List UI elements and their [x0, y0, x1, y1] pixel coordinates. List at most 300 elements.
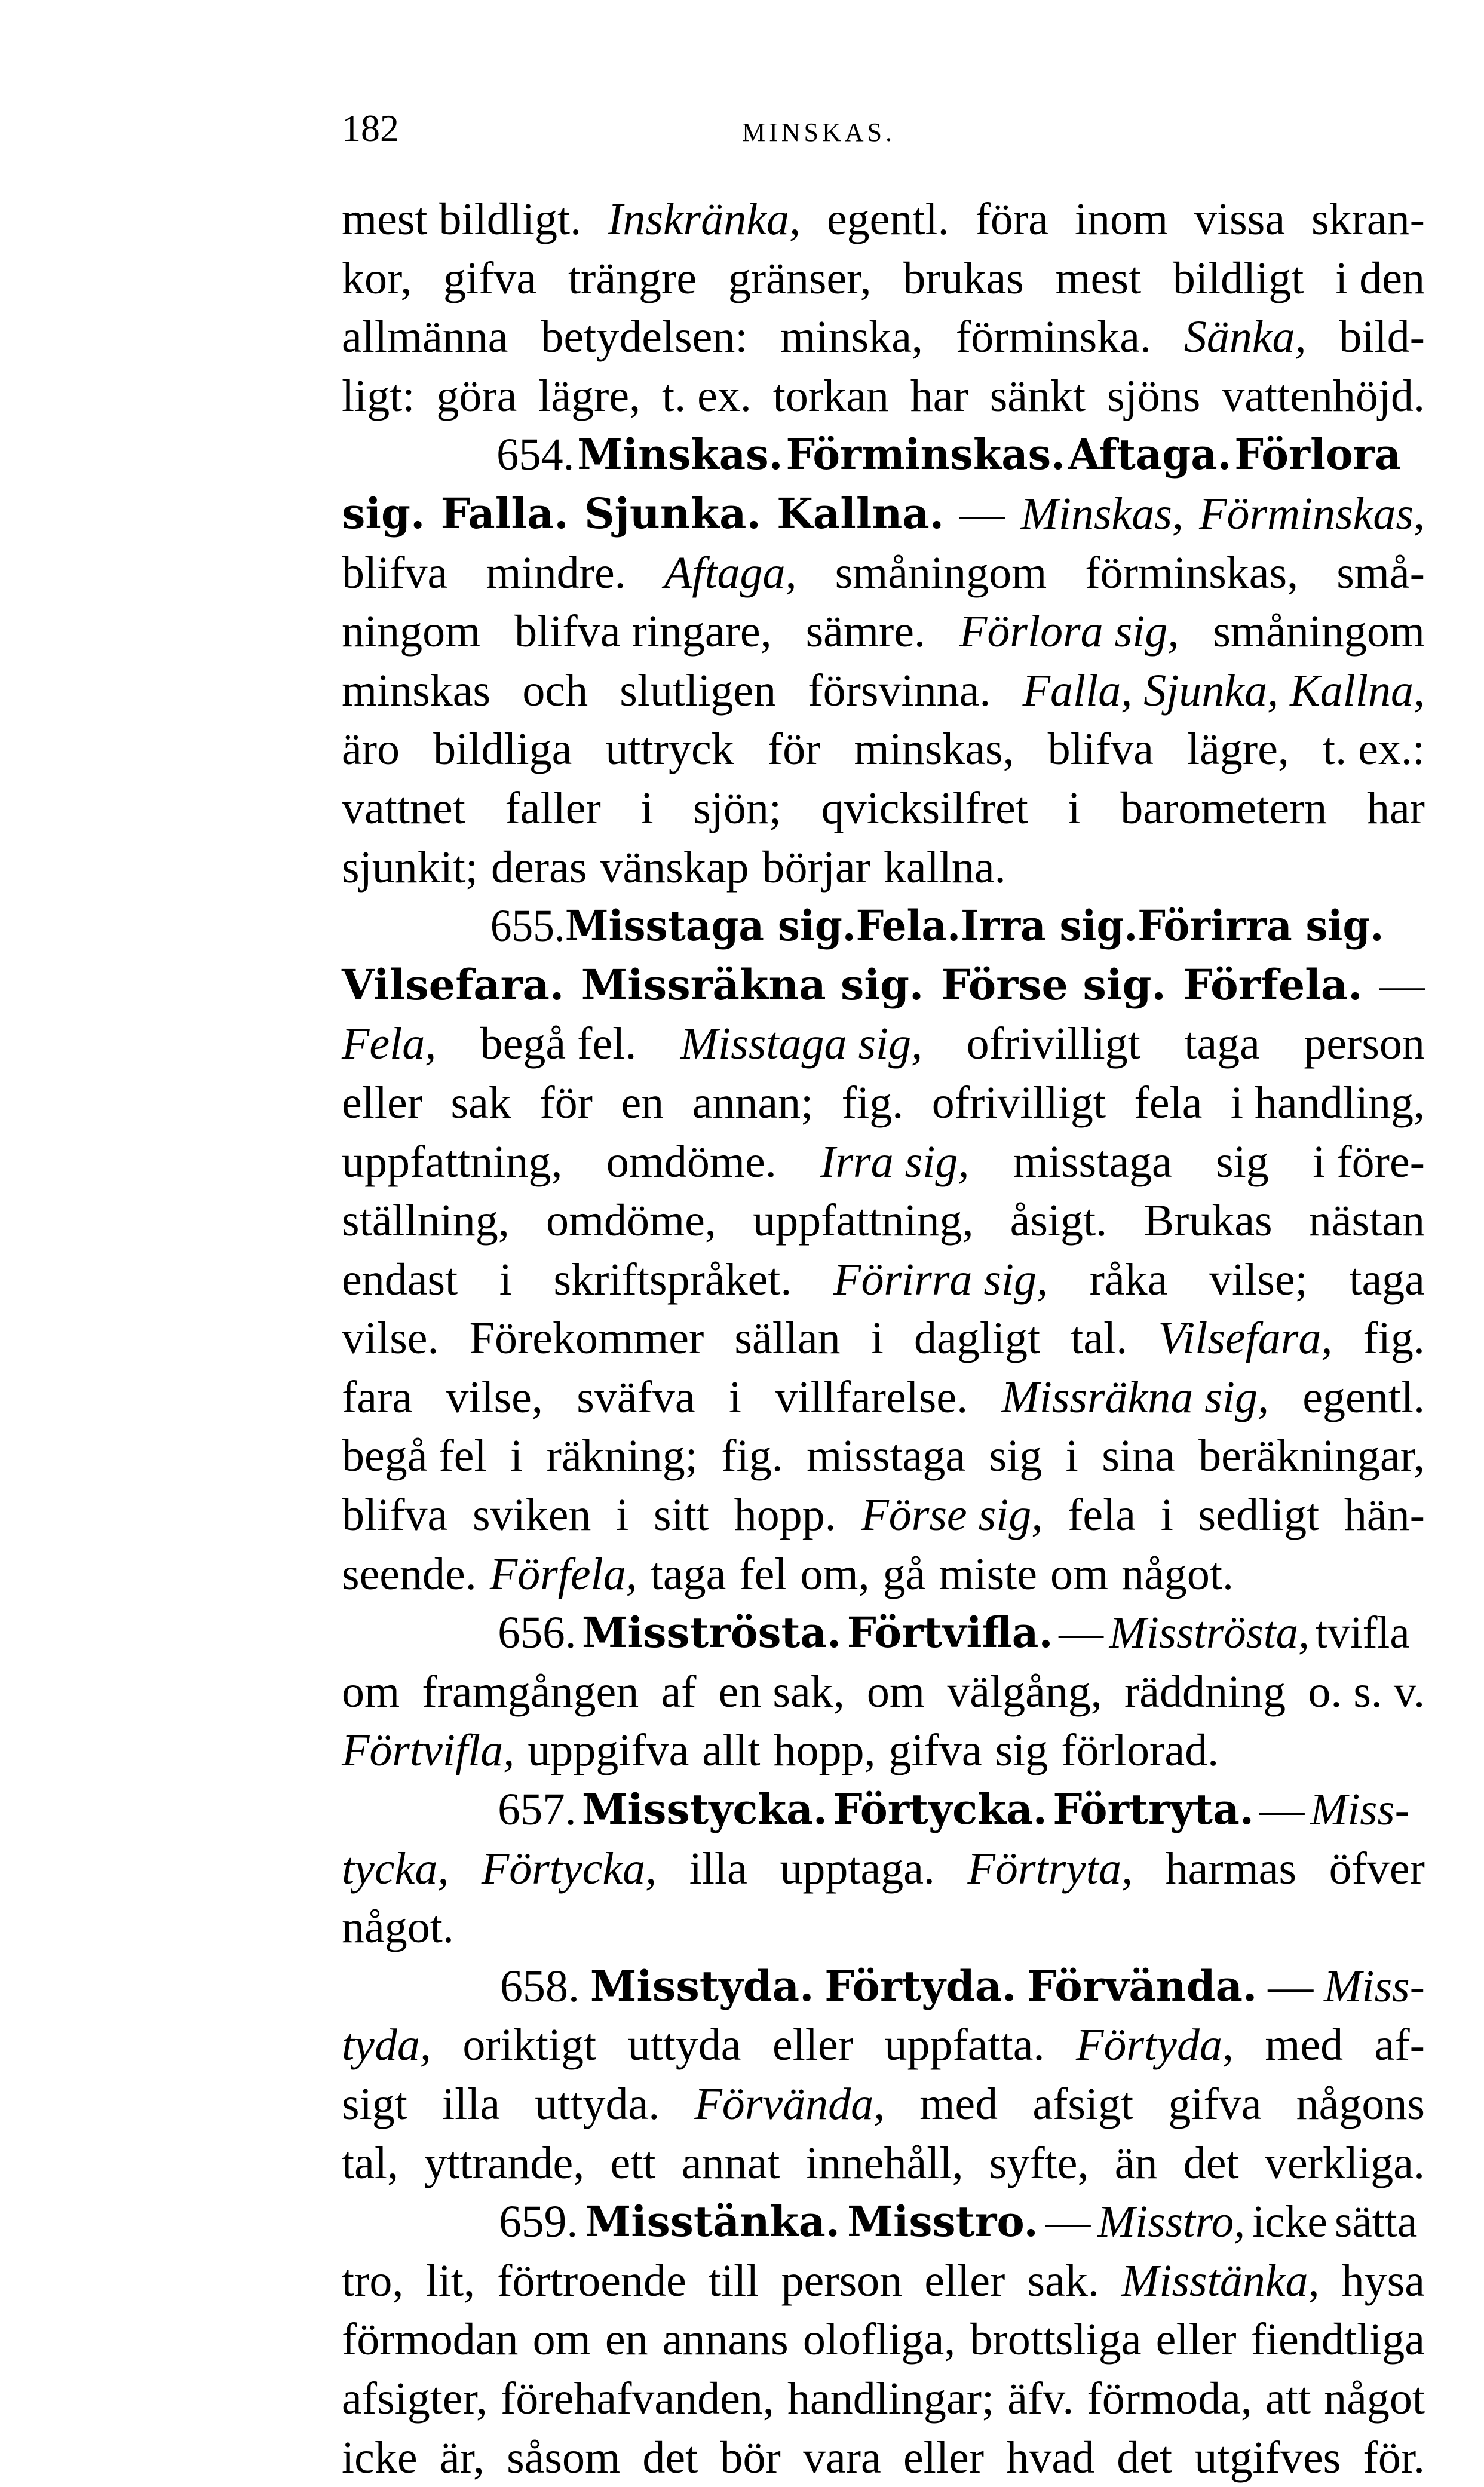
text-line	[342, 1250, 1425, 1310]
headword: Fela.	[856, 901, 961, 951]
text-segment: med	[919, 2079, 998, 2129]
text-segment: hysa	[1341, 2255, 1425, 2306]
text-segment: ofrivilligt	[966, 1019, 1140, 1069]
text-segment: småningom	[1213, 606, 1425, 657]
text-segment: verkliga.	[1264, 2138, 1425, 2188]
text-segment: förlorad.	[1061, 1725, 1219, 1776]
text-line	[342, 2134, 1425, 2193]
text-segment: hvad	[1006, 2432, 1095, 2483]
text-segment: fig.	[1363, 1313, 1425, 1364]
text-segment: utgifves	[1194, 2432, 1341, 2483]
text-segment: i	[1068, 783, 1081, 833]
text-segment: sina	[1102, 1431, 1175, 1482]
text-segment: fig.	[841, 1077, 904, 1128]
italic-term: Minskas,	[1020, 488, 1183, 539]
text-segment: omdöme,	[545, 1195, 716, 1246]
text-segment: räddning	[1124, 1666, 1286, 1717]
text-segment: t. ex.:	[1323, 724, 1425, 775]
text-segment: icke	[342, 2432, 418, 2483]
text-segment: har	[910, 370, 968, 421]
text-segment: om	[532, 2314, 591, 2365]
text-segment: sjunkit;	[342, 842, 479, 893]
italic-term: Sänka,	[1183, 312, 1307, 363]
text-segment: skran-	[1311, 194, 1425, 244]
text-segment: att	[1265, 2373, 1311, 2424]
text-segment: 659.	[499, 2197, 578, 2247]
text-segment: har	[1366, 783, 1425, 833]
text-segment: fig.	[721, 1431, 783, 1482]
text-segment: det	[1117, 2432, 1173, 2483]
text-segment: något.	[1121, 1548, 1234, 1599]
italic-term: Inskränka,	[608, 194, 801, 244]
text-segment: såsom	[507, 2432, 621, 2483]
text-segment: brottsliga	[970, 2314, 1142, 2365]
italic-term: tycka,	[342, 1843, 449, 1894]
page-header	[342, 106, 1425, 166]
italic-term: Missräkna sig,	[1001, 1372, 1269, 1422]
text-segment: taga	[1349, 1254, 1425, 1305]
text-segment: illa	[441, 2079, 501, 2129]
text-line	[342, 2016, 1425, 2075]
text-segment: syfte,	[989, 2138, 1089, 2188]
text-segment: föra	[975, 194, 1048, 244]
text-segment: t. ex.	[662, 370, 752, 421]
text-segment: —	[1268, 1961, 1314, 2011]
text-segment: mest	[1055, 253, 1142, 303]
headword: Minskas.	[577, 430, 783, 480]
text-segment: lägre,	[1187, 724, 1289, 775]
text-segment: slutligen	[620, 665, 777, 716]
text-segment: fela	[1134, 1077, 1203, 1128]
italic-term: Förvända,	[694, 2079, 885, 2129]
text-segment: torkan	[772, 370, 889, 421]
text-line	[342, 2252, 1425, 2311]
text-segment: omdöme.	[606, 1136, 777, 1187]
text-segment: sig	[995, 1725, 1048, 1776]
text-segment: fara	[342, 1372, 413, 1422]
headword: Förse sig.	[940, 959, 1166, 1010]
text-segment: —	[1059, 1608, 1104, 1658]
text-line	[342, 1368, 1425, 1427]
text-segment: beräkningar,	[1198, 1431, 1425, 1482]
text-segment: afsigter,	[342, 2373, 487, 2424]
text-line	[342, 544, 1425, 603]
headword: Förtyda.	[824, 1961, 1017, 2011]
text-segment: sig	[1216, 1136, 1269, 1187]
text-segment: småningom	[835, 547, 1047, 598]
text-segment: harmas	[1165, 1843, 1297, 1894]
text-segment: lägre,	[538, 370, 641, 421]
text-segment: icke	[1252, 2197, 1327, 2247]
headword: Falla.	[440, 488, 569, 538]
text-line	[342, 308, 1425, 367]
text-segment: barometern	[1120, 783, 1327, 833]
text-segment: gifva	[888, 1725, 982, 1776]
text-segment: äro	[342, 724, 400, 775]
text-segment: 656.	[498, 1608, 577, 1658]
text-segment: Brukas	[1143, 1195, 1273, 1246]
text-segment: eller	[903, 2432, 985, 2483]
italic-term: Misstro,	[1097, 2197, 1246, 2247]
text-segment: ningom	[342, 606, 481, 657]
text-line	[342, 779, 1425, 838]
text-segment: och	[522, 665, 588, 716]
text-segment: för.	[1363, 2432, 1425, 2483]
italic-term: Förfela,	[489, 1548, 637, 1599]
text-line	[342, 2428, 1425, 2487]
text-segment: vilse,	[446, 1372, 543, 1422]
text-segment: misstaga	[807, 1431, 966, 1482]
text-segment: sedligt	[1198, 1490, 1320, 1541]
text-segment: bör	[720, 2432, 781, 2483]
text-segment: någons	[1296, 2079, 1425, 2129]
text-line	[342, 1721, 1425, 1780]
text-line	[342, 1663, 1425, 1722]
headword: Misstaga sig.	[565, 901, 856, 951]
text-segment: uppfattning,	[342, 1136, 563, 1187]
text-segment: om	[342, 1666, 400, 1717]
text-segment: olofliga,	[802, 2314, 956, 2365]
italic-term: Misströsta,	[1109, 1608, 1310, 1658]
text-segment: sigt	[342, 2079, 407, 2129]
text-segment: i den	[1335, 253, 1425, 303]
text-segment: med	[1265, 2020, 1344, 2071]
text-segment: sak	[450, 1077, 511, 1128]
text-line	[342, 249, 1425, 308]
text-segment: sjön;	[693, 783, 782, 833]
text-segment: minska,	[780, 312, 923, 363]
italic-term: Misstaga sig,	[680, 1019, 923, 1069]
text-segment: 654.	[496, 430, 575, 480]
text-segment: bildliga	[433, 724, 572, 775]
headword: Förtycka.	[833, 1784, 1047, 1835]
text-segment: i	[870, 1313, 884, 1364]
headword: Förvända.	[1027, 1961, 1258, 2011]
text-segment: bildligt	[1172, 253, 1304, 303]
text-segment: minskas	[342, 665, 491, 716]
headword: Misstro.	[847, 2197, 1038, 2247]
text-segment: råka	[1089, 1254, 1168, 1305]
text-line	[342, 2192, 1417, 2252]
text-line	[342, 1957, 1425, 2016]
text-segment: mindre.	[486, 547, 626, 598]
headword: Förminskas.	[786, 430, 1066, 480]
text-segment: upptaga.	[780, 1843, 935, 1894]
text-segment: af-	[1374, 2020, 1425, 2071]
text-segment: i	[640, 783, 654, 833]
text-segment: ett	[610, 2138, 656, 2188]
text-segment: endast	[342, 1254, 458, 1305]
italic-term: Miss-	[1310, 1784, 1410, 1835]
text-segment: något	[1324, 2373, 1425, 2424]
text-segment: nästan	[1308, 1195, 1425, 1246]
text-segment: skriftspråket.	[553, 1254, 792, 1305]
text-segment: —	[1045, 2197, 1091, 2247]
text-segment: vilse;	[1209, 1254, 1308, 1305]
text-segment: blifva	[342, 1490, 448, 1541]
text-segment: börjar	[762, 842, 870, 893]
text-line	[342, 897, 1384, 956]
text-line	[342, 1486, 1425, 1545]
italic-term: Förlora sig,	[959, 606, 1179, 657]
text-segment: qvicksilfret	[821, 783, 1028, 833]
text-segment: gifva	[1168, 2079, 1262, 2129]
text-segment: fiendtliga	[1250, 2314, 1425, 2365]
text-segment: taga	[1184, 1019, 1260, 1069]
text-segment: egentl.	[1302, 1372, 1425, 1422]
text-segment: vissa	[1194, 194, 1286, 244]
text-segment: uppgifva	[528, 1725, 689, 1776]
text-segment: åsigt.	[1010, 1195, 1108, 1246]
text-segment: eller	[342, 1077, 423, 1128]
text-segment: faller	[505, 783, 601, 833]
text-segment: sviken	[473, 1490, 591, 1541]
text-line	[342, 720, 1425, 779]
text-line	[342, 661, 1425, 720]
text-segment: seende.	[342, 1548, 477, 1599]
text-segment: i	[510, 1431, 523, 1482]
text-segment: hän-	[1344, 1490, 1425, 1541]
text-line	[342, 1133, 1425, 1192]
text-line	[342, 1014, 1425, 1074]
text-segment: förmoda,	[1087, 2373, 1252, 2424]
text-segment: minskas,	[854, 724, 1014, 775]
headword: Misstycka.	[582, 1784, 827, 1835]
text-segment: hopp,	[773, 1725, 876, 1776]
text-segment: ställning,	[342, 1195, 510, 1246]
text-segment: vattenhöjd.	[1222, 370, 1425, 421]
text-segment: annat	[681, 2138, 780, 2188]
text-segment: fel	[739, 1548, 787, 1599]
text-segment: räkning;	[546, 1431, 698, 1482]
italic-term: Förtyda,	[1075, 2020, 1234, 2071]
italic-term: Miss-	[1324, 1961, 1425, 2011]
text-segment: gå	[882, 1548, 926, 1599]
text-segment: uttyda	[627, 2020, 741, 2071]
text-segment: person	[1304, 1019, 1425, 1069]
text-segment: en	[621, 1077, 664, 1128]
text-segment: deras	[491, 842, 587, 893]
running-head: MINSKAS.	[742, 118, 896, 147]
text-line	[342, 2310, 1425, 2369]
text-segment: i	[1160, 1490, 1173, 1541]
text-segment: —	[1259, 1784, 1305, 1835]
text-segment: miste	[939, 1548, 1038, 1599]
text-segment: begå fel.	[480, 1019, 637, 1069]
text-segment: vara	[803, 2432, 881, 2483]
text-segment: bild-	[1339, 312, 1425, 363]
text-segment: för	[539, 1077, 593, 1128]
text-segment: i	[616, 1490, 629, 1541]
text-segment: det	[1183, 2138, 1239, 2188]
text-segment: sänkt	[989, 370, 1086, 421]
italic-term: Förirra sig,	[833, 1254, 1048, 1305]
text-segment: yttrande,	[424, 2138, 585, 2188]
text-line	[342, 2369, 1425, 2428]
text-line	[342, 1898, 1425, 1957]
text-segment: sak.	[1027, 2255, 1099, 2306]
text-segment: sällan	[734, 1313, 841, 1364]
text-segment: en sak,	[718, 1666, 845, 1717]
headword: Kallna.	[777, 488, 945, 538]
text-segment: i	[728, 1372, 741, 1422]
text-segment: försvinna.	[808, 665, 991, 716]
text-segment: sig	[989, 1431, 1043, 1482]
text-line	[342, 367, 1425, 426]
text-segment: villfarelse.	[775, 1372, 968, 1422]
italic-term: Misstänka,	[1121, 2255, 1320, 2306]
text-segment: blifva ringare,	[514, 606, 772, 657]
headword: Misstänka.	[585, 2197, 840, 2247]
headword: Förirra sig.	[1137, 901, 1384, 951]
headword: sig.	[342, 488, 425, 538]
text-segment: till	[708, 2255, 759, 2306]
headword: Vilsefara.	[342, 959, 565, 1010]
text-segment: inom	[1074, 194, 1169, 244]
italic-term: Aftaga,	[664, 547, 797, 598]
text-segment: person	[781, 2255, 903, 2306]
text-segment: annans	[662, 2314, 789, 2365]
italic-term: Förtryta,	[967, 1843, 1133, 1894]
text-segment: i före-	[1313, 1136, 1425, 1187]
italic-term: Irra sig,	[820, 1136, 970, 1187]
text-segment: illa	[689, 1843, 747, 1894]
text-segment: uttryck	[605, 724, 734, 775]
text-segment: taga	[650, 1548, 726, 1599]
italic-term: Förtvifla,	[342, 1725, 515, 1776]
text-segment: —	[959, 488, 1005, 539]
text-segment: små-	[1336, 547, 1425, 598]
headword: Sjunka.	[584, 488, 761, 538]
text-segment: eller	[924, 2255, 1005, 2306]
headword: Misströsta.	[582, 1608, 842, 1658]
text-line	[342, 956, 1425, 1015]
text-segment: tal.	[1071, 1313, 1128, 1364]
text-segment: tvifla	[1315, 1608, 1410, 1658]
text-line	[342, 484, 1425, 544]
text-segment: 655.	[490, 901, 565, 952]
text-line	[342, 838, 1425, 897]
text-segment: om	[866, 1666, 925, 1717]
headword: Aftaga.	[1068, 430, 1232, 480]
text-segment: betydelsen:	[541, 312, 748, 363]
text-segment: i	[499, 1254, 512, 1305]
italic-term: Förtycka,	[481, 1843, 657, 1894]
text-segment: vänskap	[600, 842, 749, 893]
text-segment: förminska.	[955, 312, 1151, 363]
text-segment: 657.	[498, 1784, 577, 1835]
text-segment: egentl.	[826, 194, 949, 244]
text-segment: en	[605, 2314, 648, 2365]
text-segment: allmänna	[342, 312, 508, 363]
text-segment: blifva	[342, 547, 448, 598]
text-segment: brukas	[903, 253, 1024, 303]
text-segment: välgång,	[947, 1666, 1102, 1717]
text-segment: Förekommer	[469, 1313, 704, 1364]
text-segment: förmodan	[342, 2314, 519, 2365]
text-segment: förehafvanden,	[500, 2373, 774, 2424]
text-segment: gränser,	[728, 253, 872, 303]
text-segment: o. s. v.	[1308, 1666, 1425, 1717]
text-segment: ofrivilligt	[931, 1077, 1106, 1128]
text-segment: misstaga	[1013, 1136, 1172, 1187]
text-segment: i	[1065, 1431, 1078, 1482]
text-segment: 658.	[500, 1961, 580, 2011]
text-line	[342, 1191, 1425, 1250]
text-segment: allt	[702, 1725, 761, 1776]
text-line	[342, 2075, 1425, 2134]
text-segment: det	[642, 2432, 698, 2483]
text-segment: förtroende	[497, 2255, 686, 2306]
text-segment: kallna.	[883, 842, 1006, 893]
text-segment: tro,	[342, 2255, 404, 2306]
text-segment: är,	[439, 2432, 485, 2483]
headword: Förtryta.	[1053, 1784, 1254, 1835]
text-segment: något.	[342, 1902, 454, 1953]
text-line	[342, 1780, 1410, 1839]
text-segment: för	[767, 724, 821, 775]
text-segment: uttyda.	[535, 2079, 660, 2129]
text-line	[342, 1603, 1410, 1663]
text-segment: ligt:	[342, 370, 415, 421]
italic-term: Fela,	[342, 1019, 437, 1069]
text-segment: uppfattning,	[753, 1195, 974, 1246]
text-segment: oriktigt	[462, 2020, 597, 2071]
text-segment: än	[1114, 2138, 1158, 2188]
text-segment: äfv.	[1007, 2373, 1074, 2424]
text-segment: annan;	[692, 1077, 814, 1128]
text-segment: sjöns	[1107, 370, 1201, 421]
text-segment: öfver	[1329, 1843, 1425, 1894]
text-segment: förminskas,	[1085, 547, 1299, 598]
text-line	[342, 1309, 1425, 1368]
text-line	[342, 602, 1425, 661]
text-segment: handlingar;	[787, 2373, 995, 2424]
text-segment: framgången	[422, 1666, 639, 1717]
text-segment: om,	[800, 1548, 870, 1599]
text-segment: sväfva	[577, 1372, 695, 1422]
text-segment: hopp.	[734, 1490, 836, 1541]
text-segment: blifva	[1047, 724, 1154, 775]
italic-term: tyda,	[342, 2020, 431, 2071]
text-line	[342, 1545, 1425, 1604]
text-line	[342, 425, 1401, 484]
text-segment: eller	[1155, 2314, 1237, 2365]
text-segment: innehåll,	[805, 2138, 964, 2188]
headword: Förtvifla.	[847, 1608, 1053, 1658]
page-number: 182	[342, 107, 399, 149]
text-segment: fela	[1068, 1490, 1136, 1541]
italic-term: Förminskas,	[1199, 488, 1425, 539]
headword: Förfela.	[1183, 959, 1363, 1010]
text-line	[342, 190, 1425, 249]
text-segment: afsigt	[1032, 2079, 1134, 2129]
text-segment: i handling,	[1230, 1077, 1425, 1128]
text-segment: vattnet	[342, 783, 465, 833]
italic-term: Vilsefara,	[1158, 1313, 1333, 1364]
text-segment: uppfatta.	[884, 2020, 1045, 2071]
text-segment: af	[661, 1666, 697, 1717]
text-segment: om	[1050, 1548, 1109, 1599]
text-line	[342, 1427, 1425, 1486]
text-segment: göra	[436, 370, 517, 421]
dictionary-text-body	[342, 190, 1425, 2487]
text-segment: trängre	[568, 253, 697, 303]
text-segment: sätta	[1334, 2197, 1418, 2247]
text-segment: begå fel	[342, 1431, 487, 1482]
text-segment: kor,	[342, 253, 412, 303]
text-line	[342, 1839, 1425, 1899]
